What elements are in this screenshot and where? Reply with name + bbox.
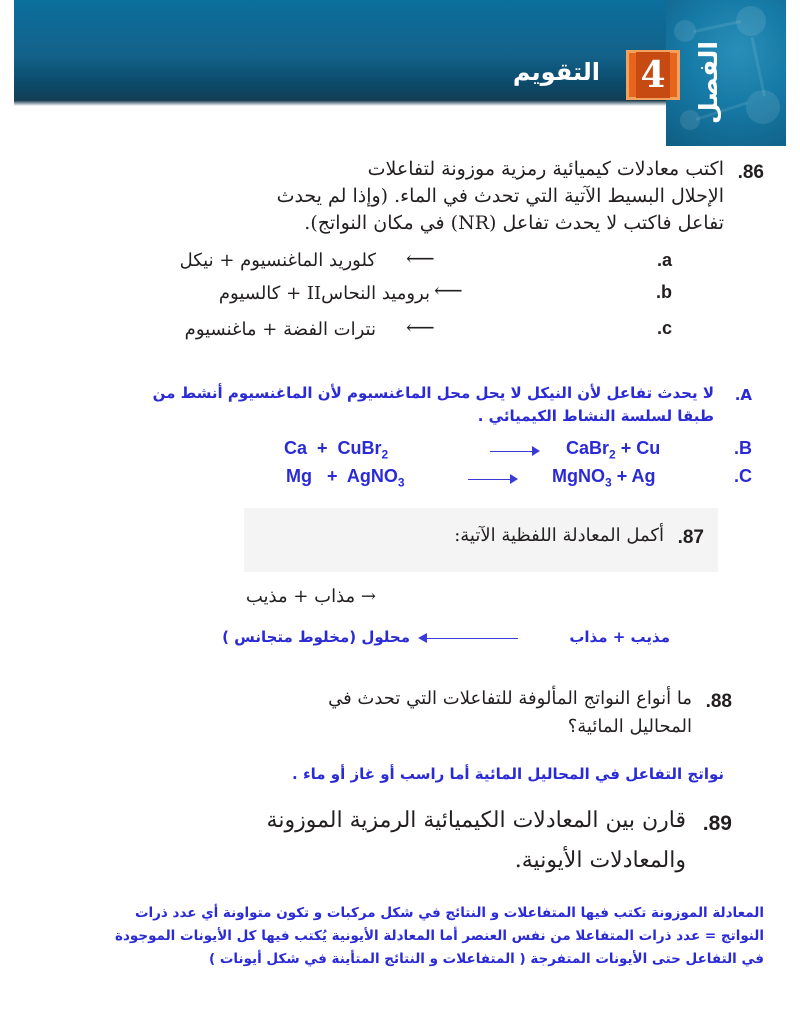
answer-b-reactants bbox=[284, 438, 388, 462]
question-86-line-2: الإحلال البسيط الآتية التي تحدث في الماء. (وإذا لم يحدث bbox=[276, 185, 724, 207]
answer-b-reactants-text: Ca + CuBr bbox=[284, 438, 382, 458]
molecule-bond-decoration bbox=[751, 37, 766, 96]
answer-c-products bbox=[552, 466, 656, 490]
answer-c-reactants-text: Mg + AgNO bbox=[286, 466, 398, 486]
chapter-number: 4 bbox=[636, 52, 670, 98]
question-88-line-2: المحاليل المائية؟ bbox=[567, 716, 692, 737]
molecule-bond-decoration bbox=[694, 20, 742, 33]
answer-b-products-tail: + Cu bbox=[615, 438, 661, 458]
answer-b-label: .B bbox=[734, 438, 752, 458]
answer-88-text: نواتج التفاعل في المحاليل المائية أما راسب أو غاز أو ماء . bbox=[292, 765, 724, 783]
item-a-letter: .a bbox=[656, 250, 672, 270]
answer-a-line-2: طبقا لسلسة النشاط الكيميائي . bbox=[477, 407, 714, 425]
question-87-number: .87 bbox=[677, 527, 704, 548]
answer-87-product: محلول (مخلوط متجانس ) bbox=[222, 628, 410, 646]
question-89-line-2: والمعادلات الأيونية. bbox=[514, 848, 686, 873]
item-c-text: نترات الفضة + ماغنسيوم bbox=[184, 319, 376, 340]
reaction-arrow-head-icon bbox=[510, 474, 518, 484]
arrow-icon: ⟵ bbox=[406, 315, 435, 339]
answer-89-line-3: في التفاعل حتى الأيونات المتفرجة ( المتفاعلات و النتائج المتأينة في شكل أيونات ) bbox=[209, 951, 764, 967]
header-banner-shadow bbox=[14, 100, 666, 106]
question-86-line-1: اكتب معادلات كيميائية رمزية موزونة لتفاعلات bbox=[367, 158, 724, 180]
question-88-line-1: ما أنواع النواتج المألوفة للتفاعلات التي تحدث في bbox=[328, 688, 692, 709]
answer-87-reactants: مذيب + مذاب bbox=[569, 628, 670, 646]
answer-89-line-2: النواتج = عدد ذرات المتفاعلا من نفس العنصر أما المعادلة الأيونية يُكتب فيها كل الأيونات الموجودة bbox=[115, 928, 764, 944]
molecule-decoration bbox=[674, 20, 696, 42]
reaction-arrow-line bbox=[468, 479, 512, 480]
answer-89-line-1: المعادلة الموزونة تكتب فيها المتفاعلات و النتائج في شكل مركبات و تكون متواونة أي عدد ذرات bbox=[134, 905, 764, 921]
answer-c-products-text: MgNO bbox=[552, 466, 605, 486]
question-87-text: أكمل المعادلة اللفظية الآتية: bbox=[454, 525, 664, 546]
arrow-icon: ⟵ bbox=[434, 278, 463, 302]
answer-c-products-tail: + Ag bbox=[611, 466, 656, 486]
arrow-icon: ⟵ bbox=[406, 246, 435, 270]
page-title: التقويم bbox=[512, 58, 600, 86]
reaction-arrow-head-icon bbox=[418, 633, 427, 643]
reaction-arrow-head-icon bbox=[532, 446, 540, 456]
question-87-equation: → مذاب + مذيب bbox=[245, 586, 376, 607]
reaction-arrow-line bbox=[426, 638, 518, 639]
answer-c-products-subscript: 3 bbox=[605, 475, 612, 490]
item-b-letter: .b bbox=[656, 282, 672, 302]
item-c-letter: .c bbox=[656, 318, 672, 338]
reaction-arrow-line bbox=[490, 451, 534, 452]
chapter-label: الفصل bbox=[694, 41, 723, 124]
question-89-number: .89 bbox=[702, 812, 732, 835]
answer-b-products-subscript: 2 bbox=[609, 447, 616, 462]
answer-b-reactants-subscript: 2 bbox=[381, 447, 389, 462]
answer-c-label: .C bbox=[734, 466, 752, 486]
answer-b-products-text: CaBr bbox=[566, 438, 610, 458]
question-86-line-3: تفاعل فاكتب لا يحدث تفاعل (NR) في مكان النواتج). bbox=[304, 212, 724, 234]
question-88-number: .88 bbox=[705, 691, 732, 712]
question-89-line-1: قارن بين المعادلات الكيميائية الرمزية الموزونة bbox=[266, 808, 686, 833]
answer-b-products bbox=[566, 438, 660, 462]
item-a-text: كلوريد الماغنسيوم + نيكل bbox=[179, 250, 376, 271]
answer-c-reactants bbox=[286, 466, 405, 490]
question-86-number: .86 bbox=[737, 162, 764, 183]
answer-c-reactants-subscript: 3 bbox=[397, 475, 405, 490]
item-b-text: بروميد النحاسII + كالسيوم bbox=[218, 283, 430, 304]
answer-a-label: .A bbox=[734, 386, 752, 404]
answer-a-line-1: لا يحدث تفاعل لأن النيكل لا يحل محل الماغنسيوم لأن الماغنسيوم أنشط من bbox=[152, 384, 714, 402]
